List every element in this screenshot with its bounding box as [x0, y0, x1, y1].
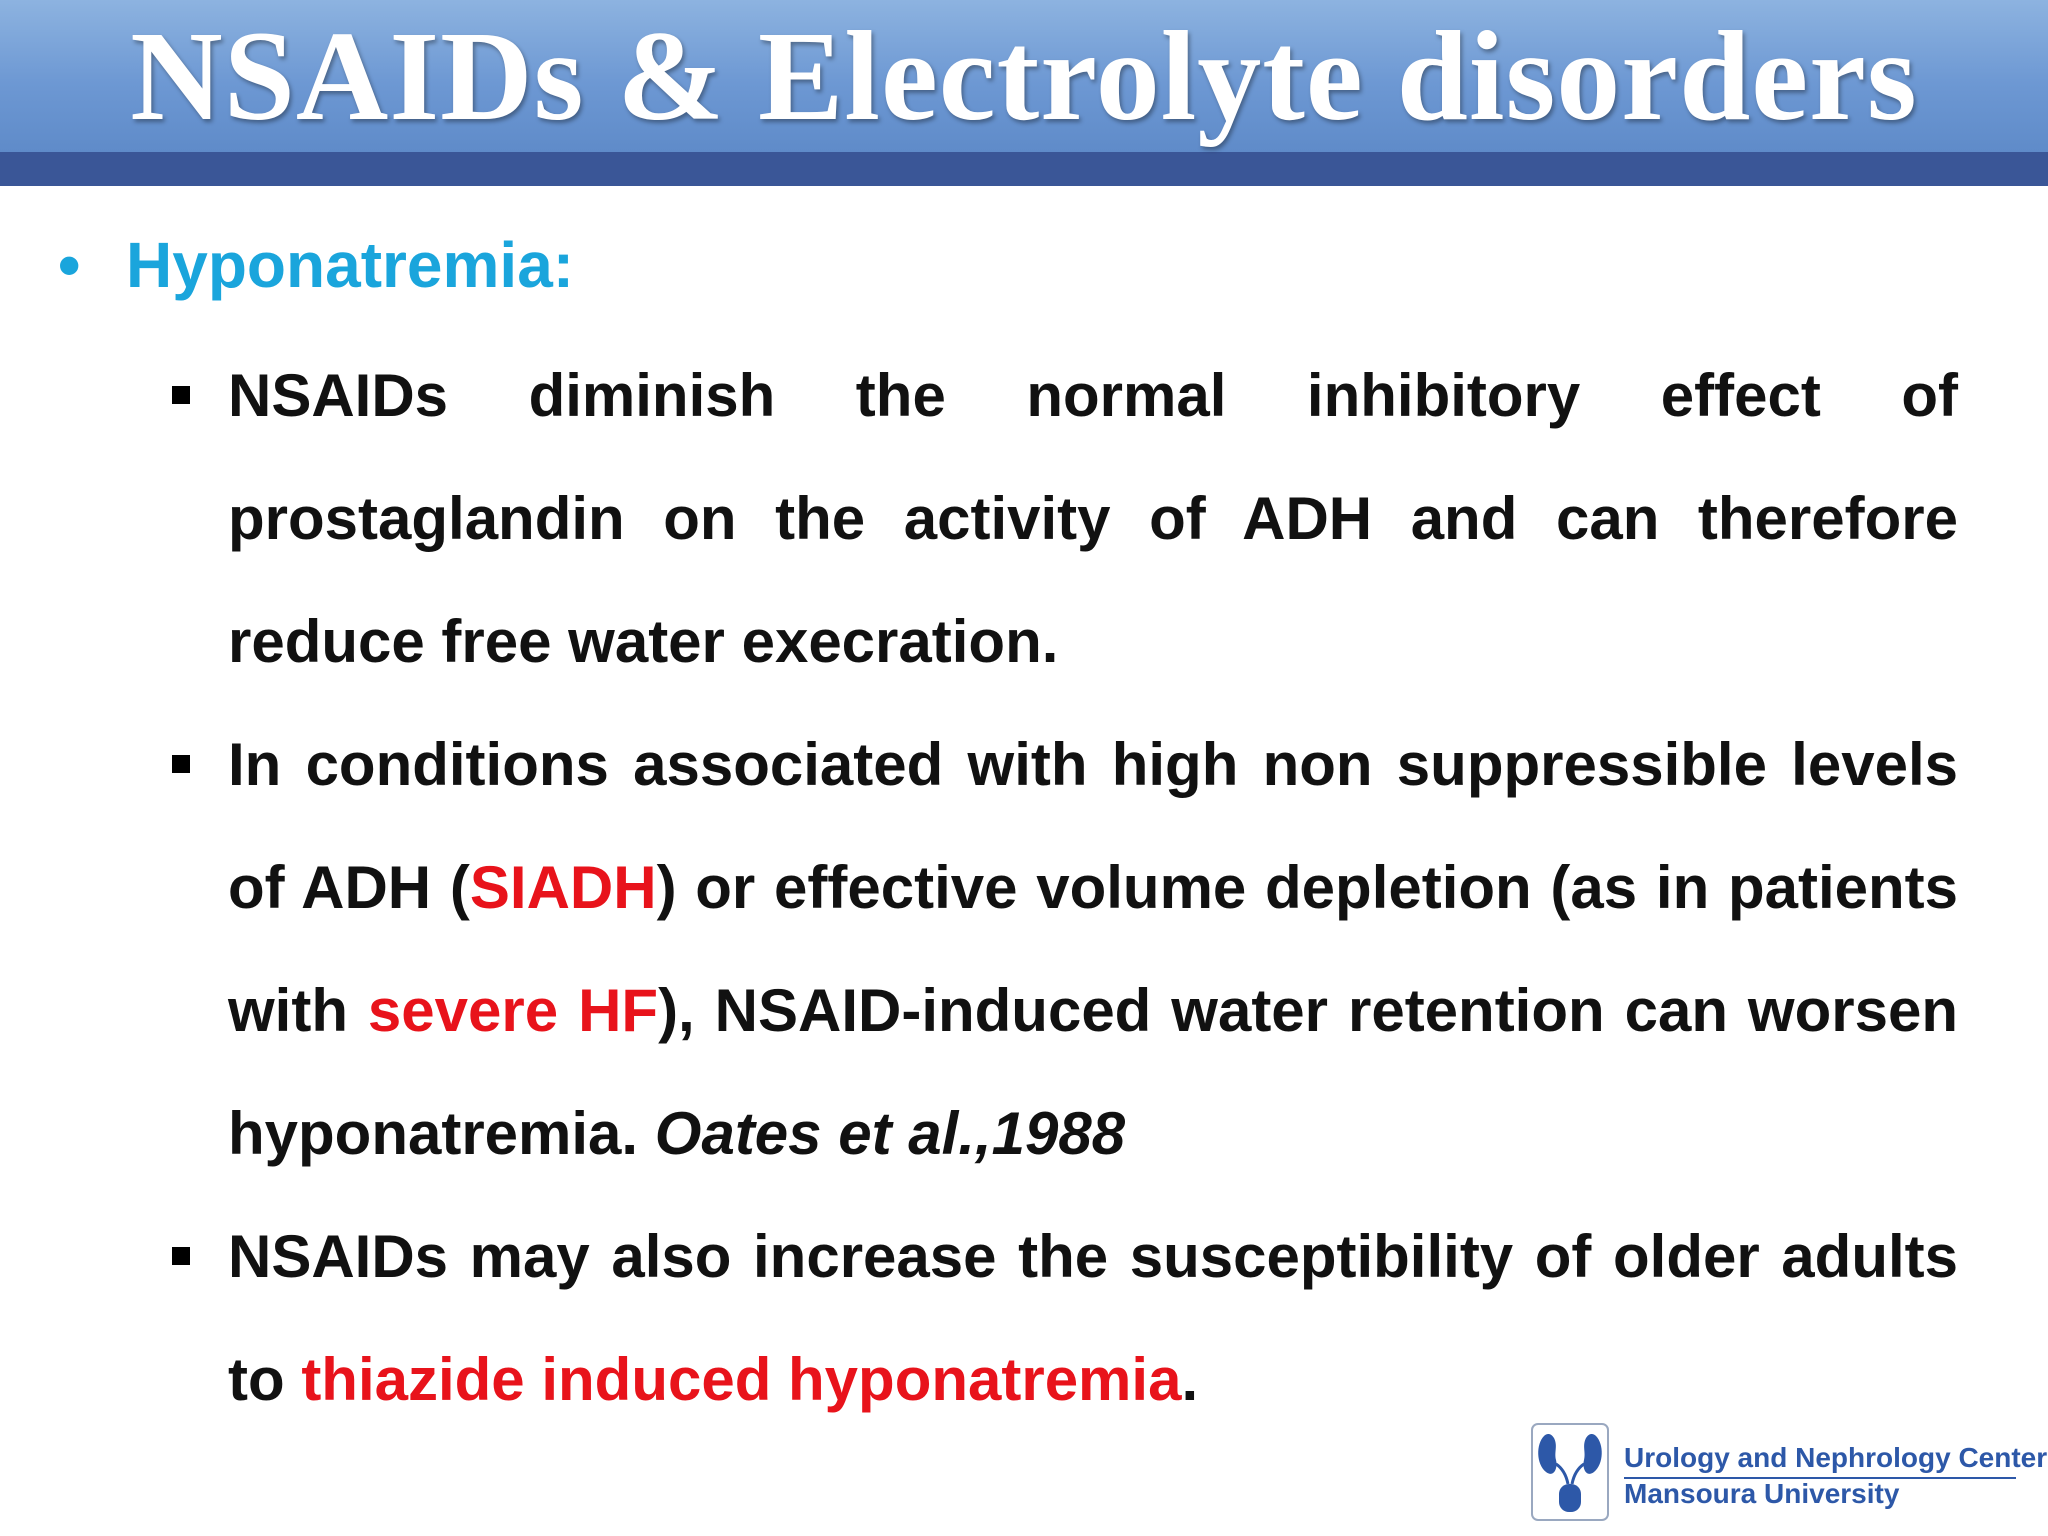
bullet-item	[0, 703, 2048, 1195]
logo-line-university: Mansoura University	[1624, 1478, 1900, 1509]
bullet-text-part: NSAIDs may also increase the susceptibility of older adults to	[228, 1223, 1958, 1413]
heading-bullet-icon: •	[58, 229, 81, 301]
title-band	[0, 152, 2048, 186]
bullet-item	[0, 1195, 2048, 1441]
highlight-severe-hf: severe HF	[367, 977, 659, 1044]
institution-logo	[1530, 1422, 2048, 1522]
highlight-thiazide: thiazide induced hyponatremia	[301, 1346, 1182, 1413]
bullet-text-part: NSAIDs diminish the normal inhibitory effect of prostaglandin on the activity of ADH and can therefore reduce free water execration.	[228, 362, 1958, 675]
bullet-list	[0, 334, 2048, 1441]
heading-text: Hyponatremia:	[126, 229, 575, 301]
citation: Oates et al.,1988	[654, 1100, 1126, 1167]
square-bullet-icon	[172, 755, 190, 773]
bullet-text	[228, 703, 1958, 1195]
slide-title: NSAIDs & Electrolyte disorders	[130, 5, 1918, 147]
bullet-text	[228, 334, 1958, 703]
bullet-text-part: ) or effective volume depletion (as in patients with	[228, 854, 1958, 1044]
square-bullet-icon	[172, 386, 190, 404]
bullet-text-part: In conditions associated with high non suppressible levels of ADH (	[228, 731, 1958, 921]
section-heading	[58, 220, 574, 310]
bullet-item	[0, 334, 2048, 703]
square-bullet-icon	[172, 1247, 190, 1265]
logo-line-center: Urology and Nephrology Center	[1624, 1442, 2048, 1473]
highlight-siadh: SIADH	[469, 854, 657, 921]
bullet-text	[228, 1195, 1958, 1441]
bullet-text-part: ), NSAID-induced water retention can worsen hyponatremia.	[228, 977, 1958, 1167]
kidney-logo-icon	[1530, 1422, 1610, 1522]
bullet-text-part: .	[1181, 1346, 1199, 1413]
